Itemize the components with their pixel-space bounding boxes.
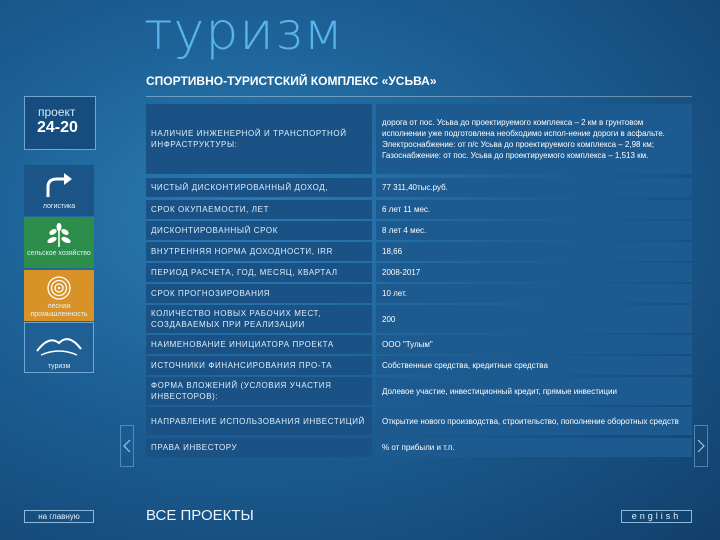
row-label: СРОК ПРОГНОЗИРОВАНИЯ [146,284,372,303]
row-label: КОЛИЧЕСТВО НОВЫХ РАБОЧИХ МЕСТ, СОЗДАВАЕМЫХ ПРИ РЕАЛИЗАЦИИ [146,305,372,333]
row-value: 6 лет 11 мес. [376,200,692,219]
row-label: ВНУТРЕННЯЯ НОРМА ДОХОДНОСТИ, IRR [146,242,372,261]
table-row [146,356,692,375]
language-button[interactable]: english [621,510,692,523]
table-row [146,263,692,282]
project-number: 24-20 [37,119,78,136]
row-value: дорога от пос. Усьва до проектируемого комплекса – 2 км в грунтовом исполнении уже подготовлена необходимо испол-нение дороги в асфальте. Электроснабжение: от п/с Усьва до проектируемого комплекса – 2,98 км; Газоснабжение: от пос. Усьва до проектируемого комплекса – 1,513 км. [376,104,692,174]
category-tourism[interactable] [24,322,94,373]
row-label: НАПРАВЛЕНИЕ ИСПОЛЬЗОВАНИЯ ИНВЕСТИЦИЙ [146,407,372,435]
row-label: СРОК ОКУПАЕМОСТИ, ЛЕТ [146,200,372,219]
row-label: ИСТОЧНИКИ ФИНАНСИРОВАНИЯ ПРО-ТА [146,356,372,375]
row-value: 2008-2017 [376,263,692,282]
row-label: ПРАВА ИНВЕСТОРУ [146,438,372,457]
category-tourism-label: туризм [47,363,71,370]
table-row [146,221,692,240]
row-value: 10 лет. [376,284,692,303]
category-forestry[interactable] [24,270,94,321]
category-logistics[interactable] [24,165,94,216]
table-row [146,104,692,174]
section-title: туризм [144,2,344,62]
row-value: 77 311,40тыс.руб. [376,178,692,197]
table-row [146,200,692,219]
home-button[interactable]: на главную [24,510,94,523]
table-row [146,335,692,354]
category-agriculture[interactable] [24,217,94,268]
all-projects-link[interactable]: ВСЕ ПРОЕКТЫ [146,507,254,524]
row-value: 200 [376,305,692,333]
prev-arrow-button[interactable] [120,425,134,467]
table-row [146,284,692,303]
table-row [146,242,692,261]
row-label: ФОРМА ВЛОЖЕНИЙ (УСЛОВИЯ УЧАСТИЯ ИНВЕСТОРОВ): [146,377,372,405]
project-label: проект [38,105,76,119]
tree-rings-icon [24,274,94,306]
row-value: 18,66 [376,242,692,261]
mountain-icon [25,327,93,359]
category-forestry-label: лесная промышленность [30,303,88,318]
row-label: НАИМЕНОВАНИЕ ИНИЦИАТОРА ПРОЕКТА [146,335,372,354]
next-arrow-button[interactable] [694,425,708,467]
chevron-right-icon [697,439,705,453]
row-label: НАЛИЧИЕ ИНЖЕНЕРНОЙ И ТРАНСПОРТНОЙ ИНФРАСТРУКТУРЫ: [146,104,372,174]
chevron-left-icon [123,439,131,453]
category-logistics-label: логистика [42,203,76,210]
table-row [146,377,692,405]
table-row [146,305,692,333]
row-value: % от прибыли и т.п. [376,438,692,457]
row-label: ЧИСТЫЙ ДИСКОНТИРОВАННЫЙ ДОХОД, [146,178,372,197]
row-value: Открытие нового производства, строительство, пополнение оборотных средств [376,407,692,435]
plant-icon [24,221,94,253]
row-value: ООО "Тулым" [376,335,692,354]
table-row [146,407,692,435]
table-row [146,178,692,197]
page-subtitle: СПОРТИВНО-ТУРИСТСКИЙ КОМПЛЕКС «УСЬВА» [146,74,437,88]
table-row [146,438,692,457]
row-label: ДИСКОНТИРОВАННЫЙ СРОК [146,221,372,240]
row-label: ПЕРИОД РАСЧЕТА, ГОД, МЕСЯЦ, КВАРТАЛ [146,263,372,282]
row-value: Долевое участие, инвестиционный кредит, прямые инвестиции [376,377,692,405]
arrow-curve-icon [24,169,94,201]
header-divider [146,96,692,97]
project-badge [24,96,96,150]
category-agriculture-label: сельское хозяйство [27,250,91,257]
row-value: 8 лет 4 мес. [376,221,692,240]
row-value: Собственные средства, кредитные средства [376,356,692,375]
